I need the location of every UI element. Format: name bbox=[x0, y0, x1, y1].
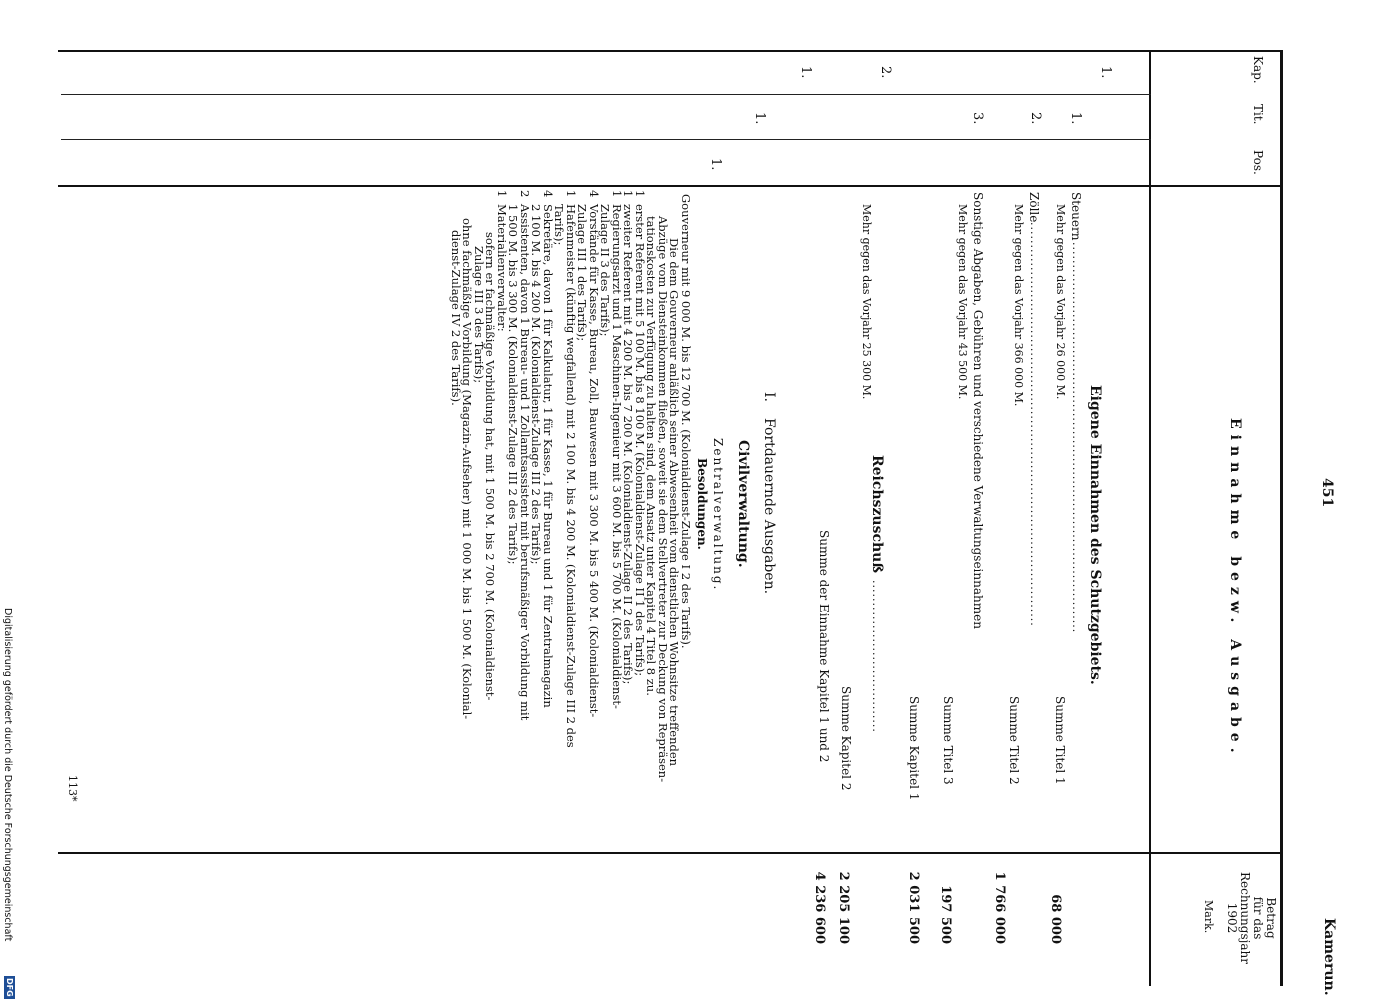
expense-item bbox=[634, 190, 646, 840]
item-count: 2 bbox=[518, 190, 532, 198]
pos-col-rule bbox=[58, 185, 1283, 187]
sum-kap2-label: Summe Kapitel 2 bbox=[839, 686, 853, 791]
item-line: sofern er fachmäßige Vorbildung hat, mit 1 500 M. bis 2 700 M. (Kolonialdienst- bbox=[483, 232, 498, 701]
income-sonstige: Sonstige Abgaben, Gebühren und verschiedene Verwaltungseinnahmen bbox=[971, 192, 985, 629]
sonstige-note: Mehr gegen das Vorjahr 43 500 M. bbox=[956, 204, 969, 400]
tit-col-rule bbox=[61, 139, 1151, 140]
sum-kap1-label: Summe Kapitel 1 bbox=[907, 696, 921, 801]
item-line: Hafenmeister (künftig wegfallend) mit 2 100 M. bis 4 200 M. (Kolonialdienst-Zulage III 2 des bbox=[564, 204, 578, 748]
sum-tit3-label: Summe Titel 3 bbox=[941, 696, 955, 785]
reichszuschuss-label: Reichszuschuß bbox=[869, 455, 885, 573]
kap-col-rule bbox=[61, 94, 1151, 95]
expense-items bbox=[450, 190, 692, 840]
table-top-rule bbox=[1280, 50, 1283, 986]
expense-item bbox=[450, 190, 496, 840]
item-line: Sekretäre, davon 1 für Kalkulatur, 1 für Kasse, 1 für Bureau und 1 für Zentralmagazin bbox=[541, 204, 555, 708]
tit-1-number: 1. bbox=[1068, 112, 1083, 125]
sum-tit1-value: 68 000 bbox=[1048, 894, 1063, 944]
item-line: Zulage III 3 des Tarifs); bbox=[472, 246, 486, 384]
leader-dots: ....................................................................................... bbox=[1070, 242, 1083, 634]
amount-header bbox=[1225, 858, 1277, 978]
expense-item bbox=[680, 190, 692, 840]
sum-tit1-label: Summe Titel 1 bbox=[1053, 696, 1067, 785]
item-line: 2 100 M. bis 4 200 M. (Kolonialdienst-Zulage III 2 des Tarifs); bbox=[529, 204, 544, 565]
item-line: Regierungsarzt und 1 Maschinen-Ingenieur mit 3 600 M. bis 5 700 M. (Kolonialdienst- bbox=[610, 204, 624, 709]
expense-item bbox=[599, 190, 622, 840]
amount-header-line: 1902 bbox=[1225, 902, 1239, 934]
item-line: zweiter Referent mit 4 200 M. bis 7 200 M. (Kolonialdienst-Zulage II 2 des Tarifs); bbox=[621, 204, 636, 685]
item-count: 1 bbox=[495, 190, 509, 198]
item-line: Vorstände für Kasse, Bureau, Zoll, Bauwesen mit 3 300 M. bis 5 400 M. (Kolonialdienst- bbox=[587, 204, 601, 718]
expense-heading-number: I. bbox=[761, 392, 777, 402]
item-count: 1 bbox=[610, 190, 624, 198]
dfg-logo: DFG bbox=[5, 978, 14, 997]
sum-tit2-value: 1 766 000 bbox=[992, 871, 1007, 944]
sum-total-label: Summe der Einnahme Kapitel 1 und 2 bbox=[817, 530, 831, 763]
amount-unit: Mark. bbox=[1202, 900, 1215, 934]
tit-3-number: 3. bbox=[970, 112, 985, 125]
zoelle-note: Mehr gegen das Vorjahr 366 000 M. bbox=[1012, 204, 1025, 407]
expense-item bbox=[645, 190, 680, 840]
expense-item bbox=[553, 190, 576, 840]
income-title: Eigene Einnahmen des Schutzgebiets. bbox=[1087, 385, 1103, 685]
item-line: Die dem Gouverneur anläßlich seiner Abwesenheit vom dienstlichen Wohnsitze treffenden bbox=[667, 238, 682, 767]
exp-pos-number: 1. bbox=[708, 158, 723, 171]
page-number: 451 bbox=[1319, 478, 1335, 508]
leader-dots: .................................. bbox=[870, 580, 883, 733]
expense-item bbox=[507, 190, 530, 840]
header-tit: Tit. bbox=[1251, 104, 1265, 125]
item-count: 4 bbox=[541, 190, 555, 198]
expense-heading: Fortdauernde Ausgaben. bbox=[761, 418, 777, 595]
item-line: Zulage III 1 des Tarifs); bbox=[575, 204, 590, 342]
header-bottom-rule bbox=[1149, 50, 1151, 986]
salaries-heading: Besoldungen. bbox=[695, 458, 709, 550]
header-kap: Kap. bbox=[1251, 56, 1265, 84]
item-line: Tarifs); bbox=[552, 204, 567, 246]
item-line: tationskosten zur Verfügung zu halten sind, dem Ansatz unter Kapitel 4 Titel 8 zu. bbox=[644, 216, 659, 696]
amount-col-rule bbox=[58, 852, 1283, 854]
expense-item bbox=[530, 190, 553, 840]
sum-tit3-value: 197 500 bbox=[938, 885, 953, 944]
item-line: 1 500 M. bis 3 300 M. (Kolonialdienst-Zulage III 2 des Tarifs); bbox=[506, 204, 521, 565]
section-title: Einnahme bezw. Ausgabe. bbox=[1227, 418, 1243, 759]
exp-kap-number: 1. bbox=[798, 66, 813, 79]
item-count: 1 bbox=[633, 190, 647, 198]
tit-2-number: 2. bbox=[1028, 112, 1043, 125]
item-line: Abzüge vom Diensteinkommen fließen, soweit sie dem Stellvertreter zur Deckung von Repräsen- bbox=[656, 216, 670, 783]
item-line: ohne fachmäßige Vorbildung (Magazin-Aufseher) mit 1 000 M. bis 1 500 M. (Kolonial- bbox=[460, 218, 475, 720]
amount-header-line: für das bbox=[1251, 896, 1265, 940]
expense-item bbox=[576, 190, 599, 840]
item-count: 1 bbox=[621, 190, 636, 198]
steuern-note: Mehr gegen das Vorjahr 26 000 M. bbox=[1054, 204, 1067, 400]
item-count: 1 bbox=[564, 190, 578, 198]
kap-1-number: 1. bbox=[1098, 66, 1113, 79]
page-footer: 113* bbox=[66, 775, 79, 802]
item-line: Materialienverwalter: bbox=[495, 204, 509, 332]
kap-2-number: 2. bbox=[878, 66, 893, 79]
reichszuschuss-note: Mehr gegen das Vorjahr 25 300 M. bbox=[860, 204, 873, 400]
item-line: dienst-Zulage IV 2 des Tarifs). bbox=[449, 230, 463, 406]
exp-tit-number: 1. bbox=[752, 112, 767, 125]
amount-header-line: Rechnungsjahr bbox=[1238, 872, 1252, 964]
sum-tit2-label: Summe Titel 2 bbox=[1007, 696, 1021, 785]
header-pos: Pos. bbox=[1251, 150, 1265, 175]
income-zoelle: Zölle bbox=[1027, 192, 1041, 223]
item-line: Zulage II 3 des Tarifs); bbox=[598, 204, 613, 337]
central-administration: Zentralverwaltung. bbox=[711, 438, 725, 592]
item-count: 4 bbox=[587, 190, 601, 198]
income-steuern: Steuern bbox=[1069, 192, 1083, 241]
sum-total-value: 4 236 600 bbox=[812, 871, 827, 944]
country-title: Kamerun. bbox=[1321, 918, 1337, 996]
leader-dots: .......................................................................................... bbox=[1028, 222, 1041, 627]
amount-header-line: Betrag bbox=[1264, 897, 1278, 939]
digitization-note: Digitalisierung gefördert durch die Deutsche Forschungsgemeinschaft bbox=[2, 608, 13, 942]
item-line: erster Referent mit 5 100 M. bis 8 100 M. (Kolonialdienst-Zulage II 1 des Tarifs); bbox=[633, 204, 647, 677]
sum-kap2-value: 2 205 100 bbox=[836, 871, 851, 944]
civil-administration: Civilverwaltung. bbox=[735, 440, 751, 568]
sum-kap1-value: 2 031 500 bbox=[906, 871, 921, 944]
expense-item bbox=[496, 190, 508, 840]
table-left-rule bbox=[58, 50, 1283, 52]
item-line: Gouverneur mit 9 000 M. bis 12 700 M. (Kolonialdienst-Zulage I 2 des Tarifs). bbox=[679, 194, 693, 649]
item-line: Assistenten, davon 1 Bureau- und 1 Zollamtsassistent mit berufsmäßiger Vorbildung mit bbox=[518, 204, 532, 721]
